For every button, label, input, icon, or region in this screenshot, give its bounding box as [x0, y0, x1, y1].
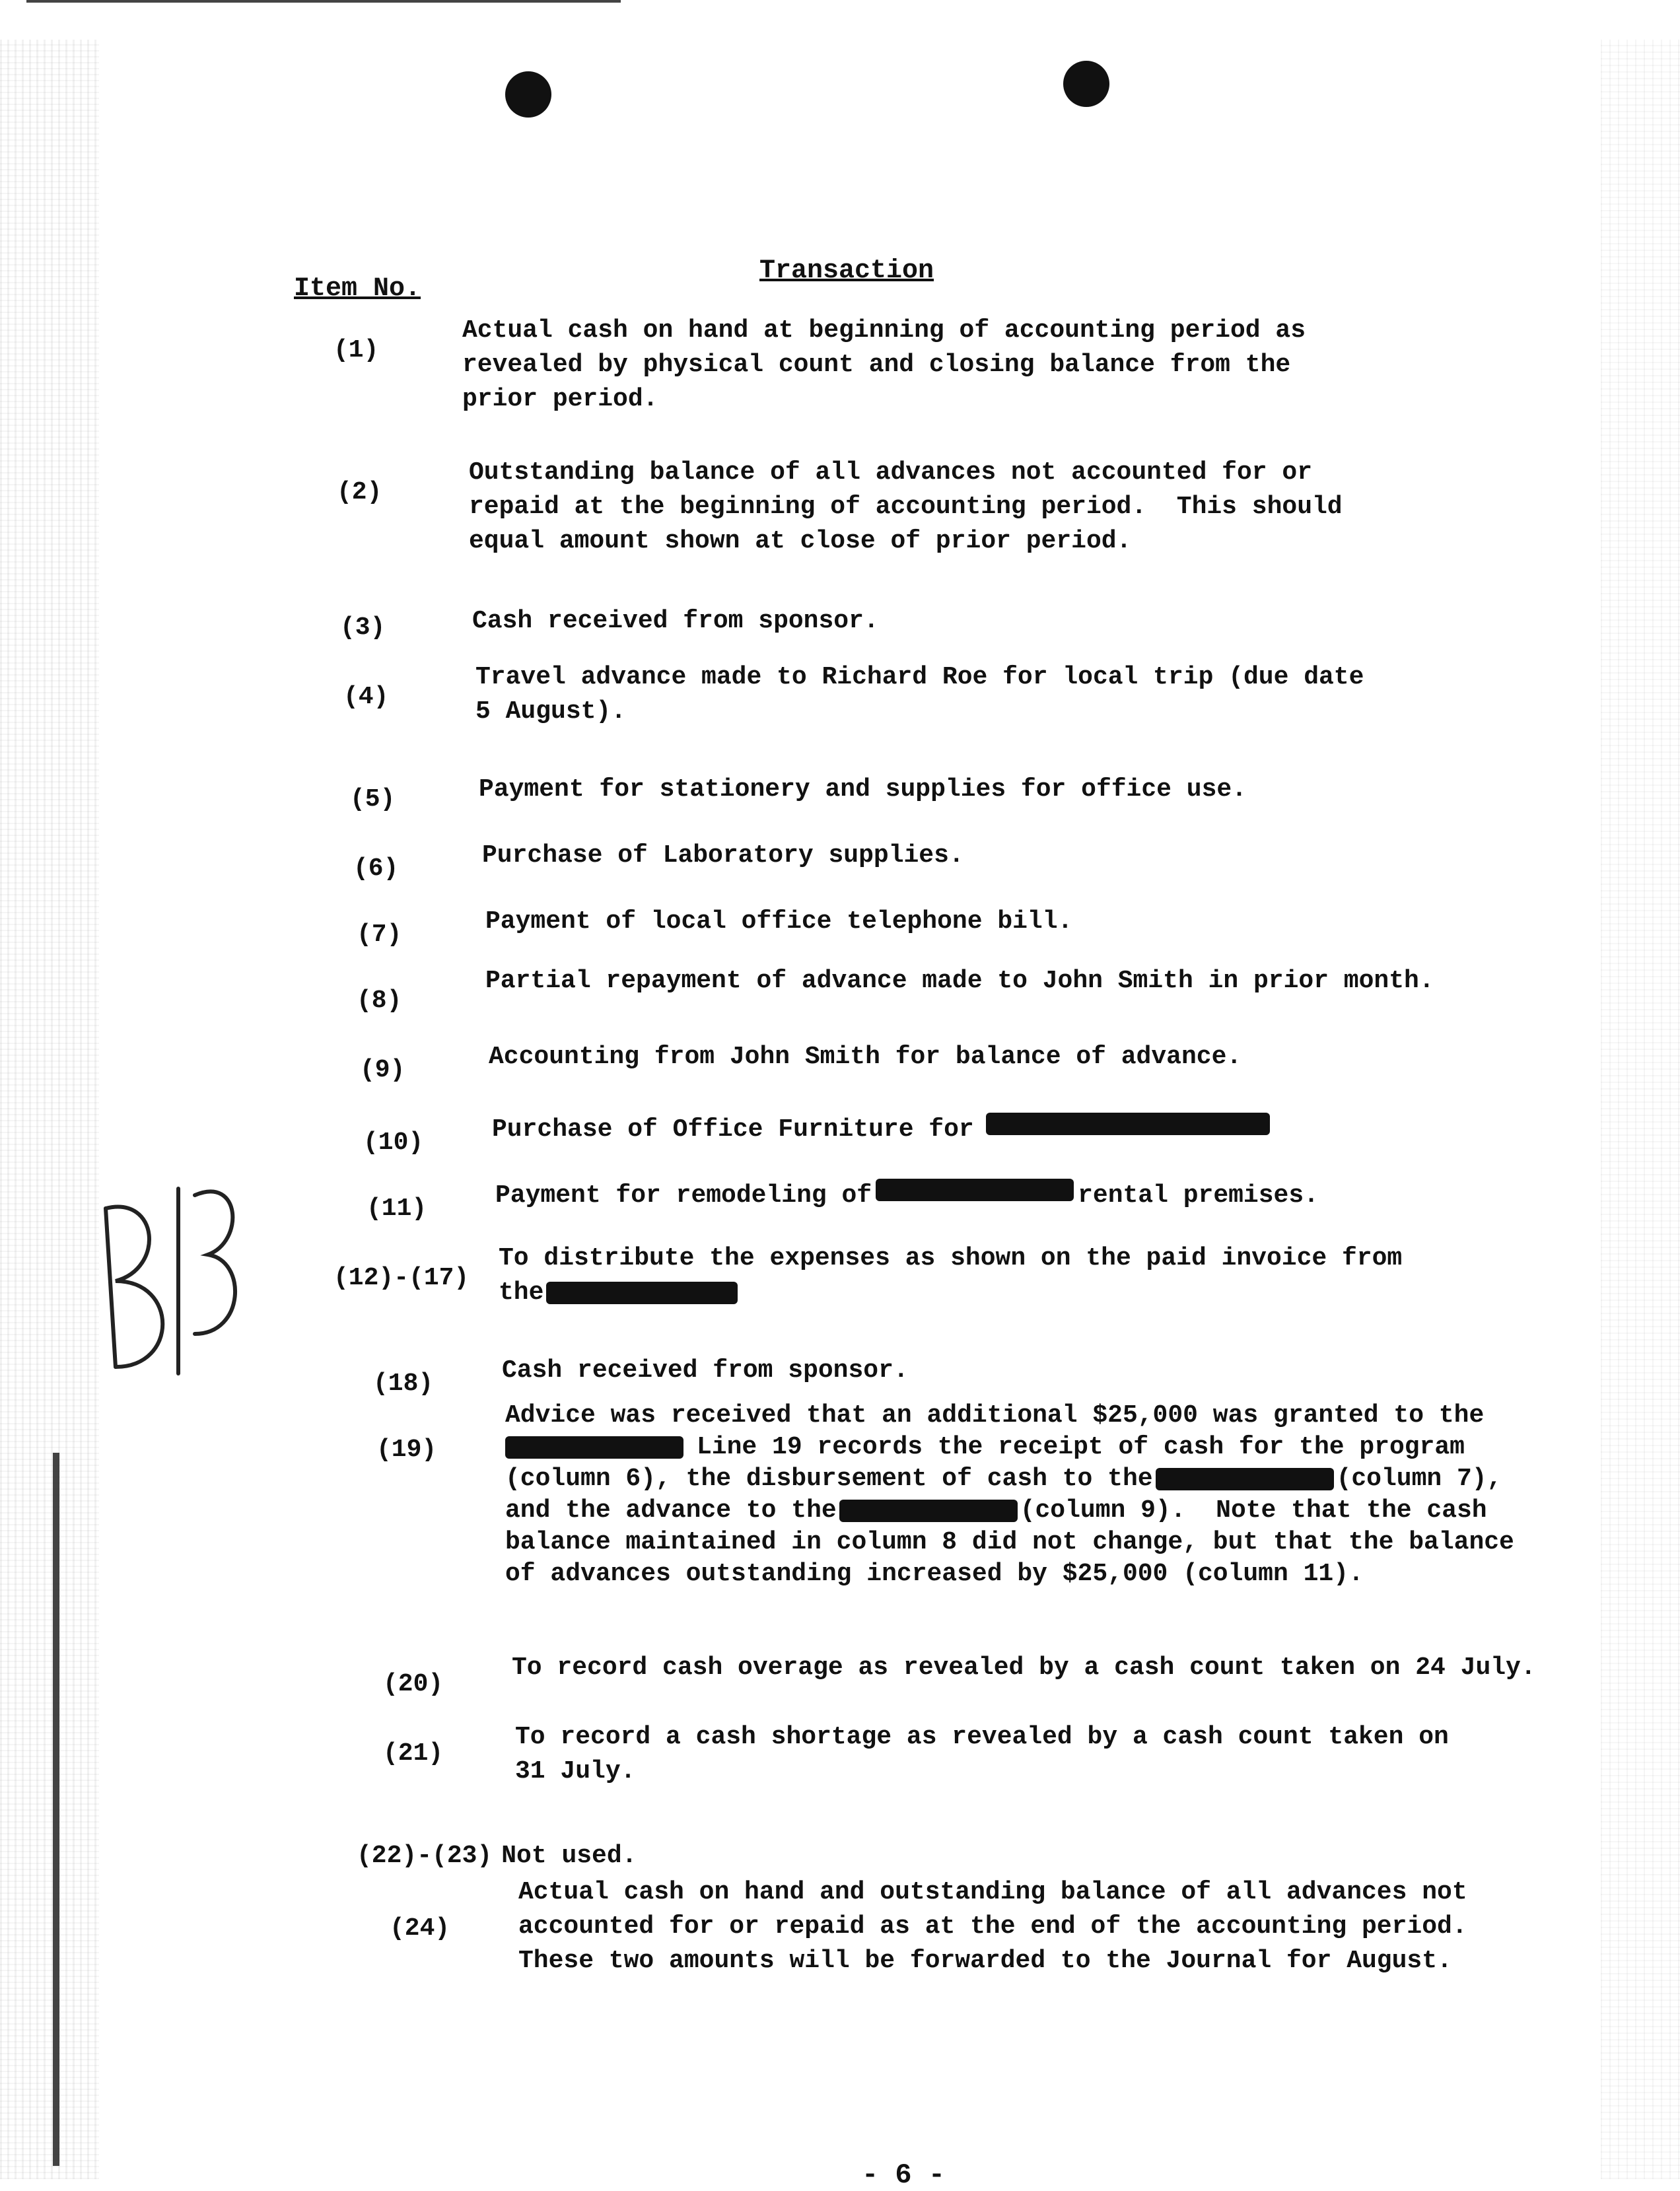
- item-line: (column 9). Note that the cash: [1020, 1496, 1487, 1525]
- item-line: To distribute the expenses as shown on the paid invoice from: [499, 1244, 1403, 1272]
- item-text: [462, 314, 1306, 417]
- item-line: and the advance to the: [505, 1496, 837, 1525]
- item-number: (2): [337, 478, 382, 506]
- item-number: (21): [383, 1739, 444, 1768]
- item-text: [502, 1354, 909, 1388]
- list-item: [363, 1126, 423, 1160]
- item-line: Payment for stationery and supplies for office use.: [479, 775, 1247, 804]
- item-line: To record cash overage as revealed by a cash count taken on 24 July.: [512, 1653, 1536, 1682]
- scan-noise-left: [0, 40, 99, 2179]
- item-number: (1): [333, 336, 379, 365]
- item-line: accounted for or repaid as at the end of the accounting period.: [518, 1912, 1467, 1941]
- item-line: rental premises.: [1078, 1181, 1319, 1210]
- list-item: [333, 333, 378, 368]
- item-line: 5 August).: [475, 697, 627, 726]
- item-text: [515, 1720, 1449, 1789]
- item-line: the: [499, 1278, 544, 1307]
- list-item: [376, 1433, 437, 1467]
- item-line: (column 6), the disbursement of cash to the: [505, 1465, 1153, 1493]
- item-line: Accounting from John Smith for balance of advance.: [489, 1043, 1242, 1071]
- item-number: (22)-(23): [357, 1842, 493, 1870]
- item-text: [518, 1875, 1467, 1978]
- item-text: [469, 456, 1343, 559]
- item-line: To record a cash shortage as revealed by a cash count taken on: [515, 1723, 1449, 1751]
- item-line: Cash received from sponsor.: [502, 1356, 909, 1385]
- item-line: revealed by physical count and closing balance from the: [462, 351, 1291, 379]
- item-text: [505, 1400, 1514, 1590]
- item-line: equal amount shown at close of prior period.: [469, 527, 1132, 555]
- item-text: [489, 1040, 1242, 1074]
- item-line: (column 7),: [1336, 1465, 1502, 1493]
- item-number: (12)-(17): [333, 1264, 470, 1292]
- item-text: [479, 773, 1247, 807]
- redaction-mark: [1156, 1468, 1334, 1490]
- item-text: [482, 839, 964, 873]
- item-line: Payment of local office telephone bill.: [485, 907, 1073, 936]
- item-number: (3): [340, 613, 386, 642]
- list-item: [357, 984, 402, 1018]
- item-no-header: Item No.: [294, 274, 421, 304]
- item-line-group: [499, 1276, 1402, 1310]
- scan-edge-left: [53, 1453, 59, 2166]
- list-item: [360, 1053, 405, 1088]
- item-text: [472, 604, 879, 639]
- item-line: Purchase of Laboratory supplies.: [482, 841, 964, 870]
- list-item: [357, 918, 402, 952]
- item-text: [492, 1113, 1270, 1147]
- item-line: Payment for remodeling of: [495, 1181, 872, 1210]
- item-text: [485, 964, 1434, 998]
- redaction-mark: [505, 1436, 683, 1459]
- item-line: Advice was received that an additional $25,000 was granted to the: [505, 1401, 1485, 1430]
- item-line: These two amounts will be forwarded to the Journal for August.: [518, 1947, 1452, 1975]
- item-line: Outstanding balance of all advances not accounted for or: [469, 458, 1313, 487]
- item-line: Actual cash on hand and outstanding balance of all advances not: [518, 1878, 1467, 1906]
- item-line: Cash received from sponsor.: [472, 607, 879, 635]
- list-item: [383, 1667, 443, 1702]
- item-line: Purchase of Office Furniture for: [492, 1115, 974, 1144]
- scan-noise-right: [1601, 40, 1680, 2179]
- item-line: balance maintained in column 8 did not change, but that the balance: [505, 1528, 1514, 1556]
- list-item: [337, 475, 382, 510]
- punch-hole-icon: [505, 71, 551, 118]
- item-text: [475, 660, 1364, 729]
- transaction-header: Transaction: [759, 256, 934, 286]
- punch-hole-icon: [1063, 61, 1109, 107]
- item-line: Travel advance made to Richard Roe for local trip (due date: [475, 663, 1364, 691]
- item-number: (19): [376, 1436, 437, 1464]
- item-text: [512, 1651, 1536, 1685]
- item-number: (18): [373, 1370, 434, 1398]
- list-item: [390, 1912, 450, 1946]
- item-number: (9): [360, 1056, 405, 1084]
- list-item: [343, 680, 388, 714]
- item-number: (24): [390, 1914, 450, 1943]
- list-item: [373, 1367, 433, 1401]
- item-line: 31 July.: [515, 1757, 636, 1786]
- item-line-group: [505, 1463, 1514, 1495]
- list-item: [340, 611, 385, 645]
- item-text: [495, 1179, 1319, 1213]
- item-number: (6): [353, 854, 399, 883]
- redaction-mark: [986, 1113, 1270, 1135]
- item-number: (7): [357, 921, 402, 949]
- list-item: [357, 1839, 637, 1873]
- list-item: [350, 782, 395, 817]
- item-line: Actual cash on hand at beginning of accounting period as: [462, 316, 1306, 345]
- item-number: (5): [350, 785, 396, 814]
- list-item: [333, 1261, 469, 1296]
- item-line-group: [505, 1495, 1514, 1527]
- item-text: [485, 905, 1072, 939]
- item-number: (10): [363, 1129, 424, 1157]
- item-line: prior period.: [462, 385, 658, 413]
- redaction-mark: [876, 1179, 1074, 1201]
- item-line: of advances outstanding increased by $25,000 (column 11).: [505, 1560, 1364, 1588]
- redaction-mark: [546, 1282, 738, 1304]
- item-number: (20): [383, 1670, 444, 1698]
- handwritten-note-icon: [79, 1169, 251, 1380]
- list-item: [353, 852, 398, 886]
- list-item: [367, 1192, 427, 1226]
- redaction-mark: [839, 1500, 1018, 1522]
- item-line: Not used.: [501, 1842, 637, 1870]
- item-number: (8): [357, 987, 402, 1015]
- top-edge-rule: [26, 0, 621, 3]
- item-line-group: [505, 1432, 1514, 1463]
- page-number: - 6 -: [862, 2159, 946, 2191]
- item-number: (4): [343, 683, 389, 711]
- list-item: [383, 1737, 443, 1771]
- item-line: Line 19 records the receipt of cash for the program: [697, 1433, 1465, 1461]
- item-line: repaid at the beginning of accounting period. This should: [469, 493, 1343, 521]
- item-text: [499, 1241, 1402, 1310]
- item-line: Partial repayment of advance made to John Smith in prior month.: [485, 967, 1434, 995]
- item-number: (11): [367, 1195, 427, 1223]
